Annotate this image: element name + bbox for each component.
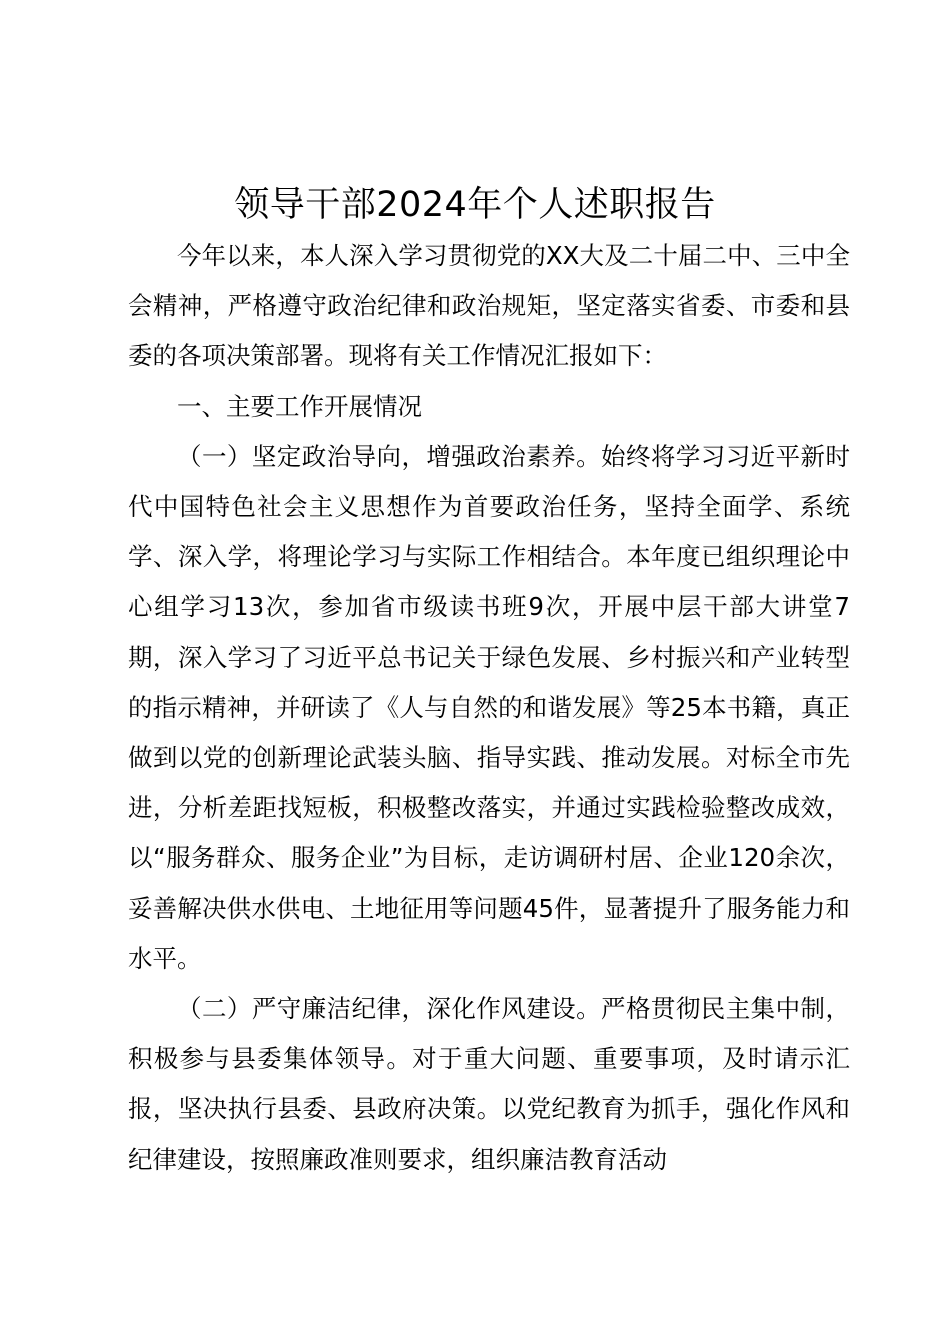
document-body xyxy=(128,231,850,1185)
paragraph-intro: 今年以来，本人深入学习贯彻党的XX大及二十届二中、三中全会精神，严格遵守政治纪律和政治规矩，坚定落实省委、市委和县委的各项决策部署。现将有关工作情况汇报如下： xyxy=(128,241,850,371)
paragraph-section-2: （二）严守廉洁纪律，深化作风建设。严格贯彻民主集中制，积极参与县委集体领导。对于重大问题、重要事项，及时请示汇报，坚决执行县委、县政府决策。以党纪教育为抓手，强化作风和纪律建设，按照廉政准则要求，组织廉洁教育活动 xyxy=(128,994,850,1174)
paragraph-section-1: （一）坚定政治导向，增强政治素养。始终将学习习近平新时代中国特色社会主义思想作为首要政治任务，坚持全面学、系统学、深入学，将理论学习与实际工作相结合。本年度已组织理论中心组学习13次，参加省市级读书班9次，开展中层干部大讲堂7期，深入学习了习近平总书记关于绿色发展、乡村振兴和产业转型的指示精神，并研读了《人与自然的和谐发展》等25本书籍，真正做到以党的创新理论武装头脑、指导实践、推动发展。对标全市先进，分析差距找短板，积极整改落实，并通过实践检验整改成效，以“服务群众、服务企业”为目标，走访调研村居、企业120余次，妥善解决供水供电、土地征用等问题45件，显著提升了服务能力和水平。 xyxy=(128,441,850,973)
document-title: 领导干部2024年个人述职报告 xyxy=(234,185,716,225)
section-heading: 一、主要工作开展情况 xyxy=(177,391,422,421)
